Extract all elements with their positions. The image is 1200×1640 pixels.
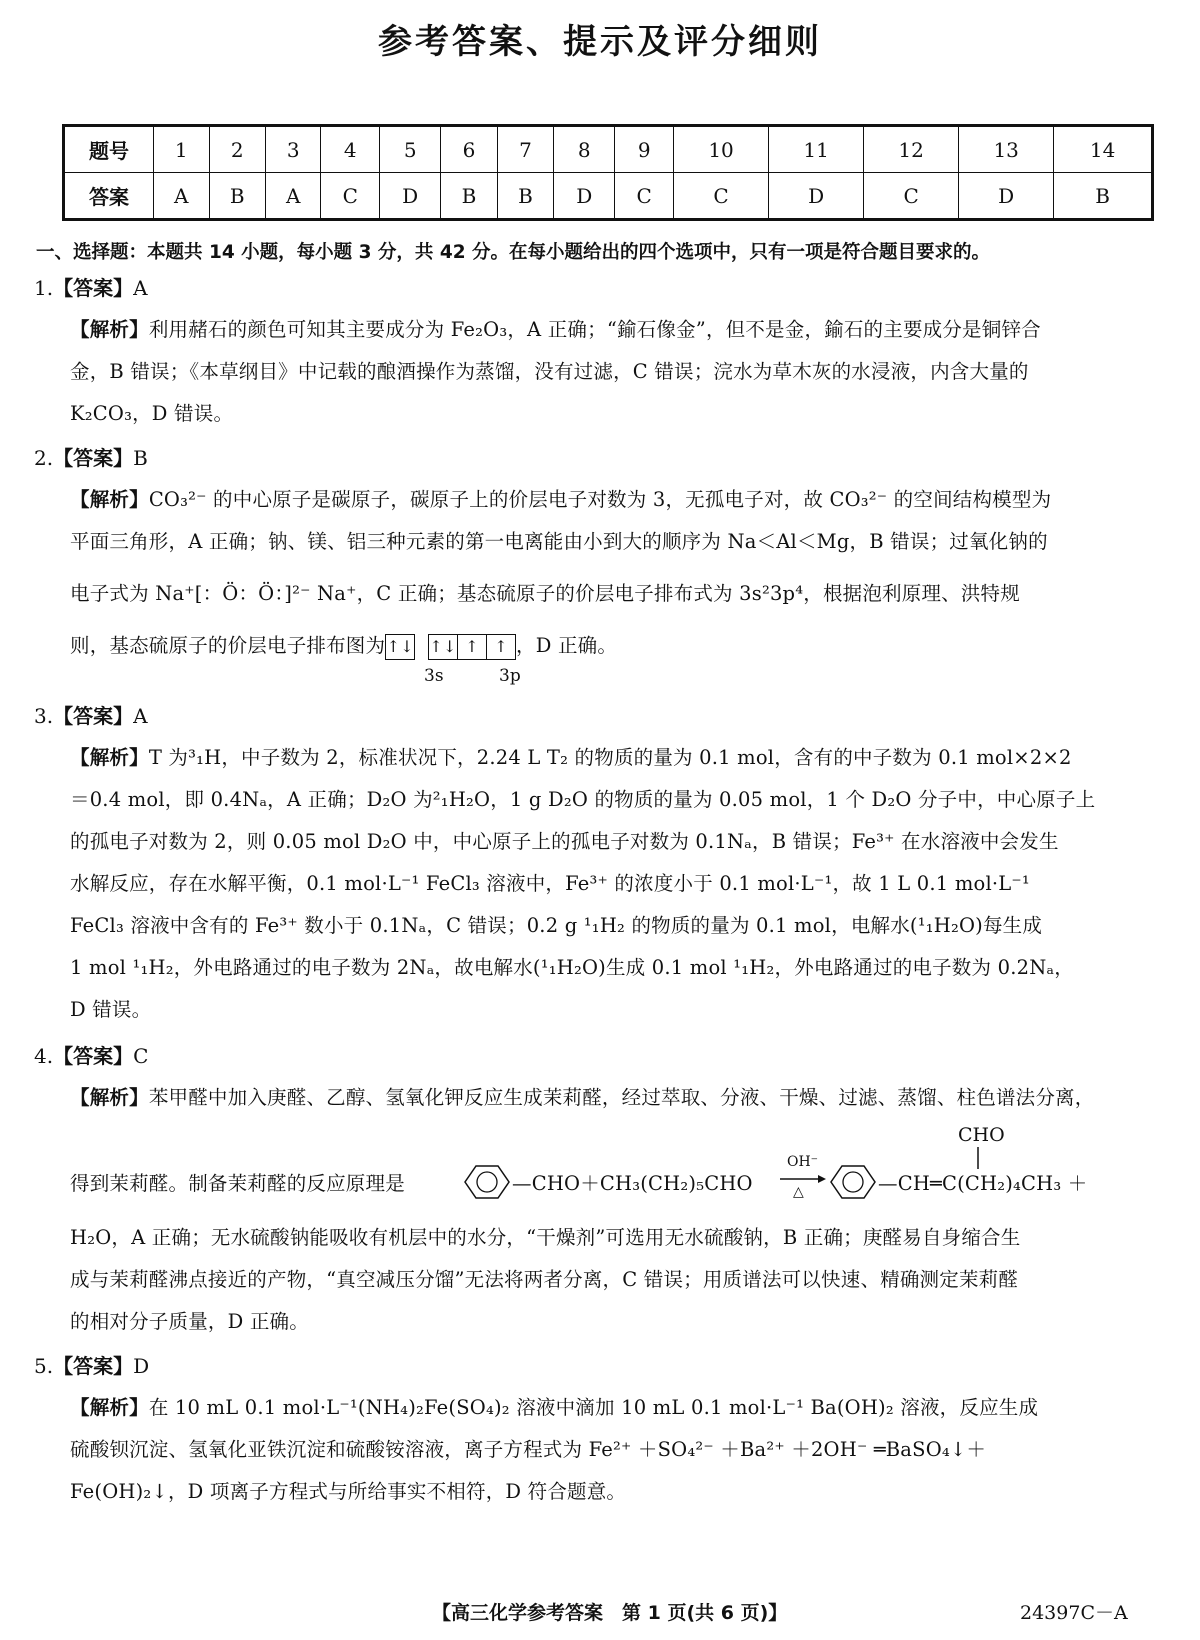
question-3-line-1: [70, 742, 1072, 770]
text-line: 利用赭石的颜色可知其主要成分为 Fe₂O₃，A 正确；“鍮石像金”，但不是金，鍮石的主要成分是铜锌合: [148, 318, 1041, 341]
answer-label: 【答案】: [53, 446, 134, 470]
answer-cell: C: [864, 173, 959, 220]
question-number: 4.: [34, 1044, 54, 1068]
question-3-line-6: 1 mol ¹₁H₂，外电路通过的电子数为 2Nₐ，故电解水(¹₁H₂O)生成 0.1 mol ¹₁H₂，外电路通过的电子数为 0.2Nₐ，: [70, 956, 1074, 979]
question-5-answer: [34, 1350, 149, 1379]
explanation-label: 【解析】: [70, 1086, 149, 1109]
footer-doc-code: 24397C－A: [1020, 1602, 1128, 1624]
orbital-cell: ↑↓: [386, 636, 414, 656]
answer-cell: D: [959, 173, 1054, 220]
answer-cell: C: [674, 173, 769, 220]
question-number-cell: 9: [615, 126, 674, 173]
answer-cell: A: [265, 173, 321, 220]
answer-label: 【答案】: [53, 276, 134, 300]
answer-value: A: [133, 704, 148, 728]
question-number-cell: 4: [321, 126, 380, 173]
orbital-3s-box: [385, 634, 415, 660]
question-1-line-3: K₂CO₃，D 错误。: [70, 402, 234, 425]
answer-value: C: [133, 1044, 149, 1068]
orbital-cell: ↑↓: [429, 636, 457, 656]
footer-page-info: 【高三化学参考答案 第 1 页(共 6 页)】: [432, 1602, 788, 1624]
question-number-row: [64, 126, 1153, 173]
question-number-cell: 11: [769, 126, 864, 173]
question-number-cell: 3: [265, 126, 321, 173]
answer-cell: D: [380, 173, 441, 220]
question-2-answer: [34, 442, 148, 471]
question-number: 1.: [34, 276, 54, 300]
question-number-cell: 1: [154, 126, 210, 173]
answer-label: 【答案】: [53, 1354, 134, 1378]
answer-table: [62, 124, 1154, 221]
benzene-ring-icon: [462, 1162, 512, 1202]
section-heading: 一、选择题：本题共 14 小题，每小题 3 分，共 42 分。在每小题给出的四个选项中，只有一项是符合题目要求的。: [36, 242, 991, 263]
question-3-line-7: D 错误。: [70, 998, 152, 1021]
question-5-line-3: Fe(OH)₂↓，D 项离子方程式与所给事实不相符，D 符合题意。: [70, 1480, 627, 1503]
explanation-label: 【解析】: [70, 318, 149, 341]
text-line: CO₃²⁻ 的中心原子是碳原子，碳原子上的价层电子对数为 3，无孤电子对，故 CO₃²⁻ 的空间结构模型为: [148, 488, 1052, 511]
question-number-cell: 12: [864, 126, 959, 173]
answer-value: A: [133, 276, 148, 300]
row-label-answer: 答案: [64, 173, 154, 220]
question-2-line-3: 电子式为 Na⁺[：Ö：Ö：]²⁻ Na⁺，C 正确；基态硫原子的价层电子排布式为 3s²3p⁴，根据泡利原理、洪特规: [70, 582, 1020, 605]
answer-cell: B: [209, 173, 265, 220]
answer-label: 【答案】: [53, 704, 134, 728]
answer-cell: D: [554, 173, 615, 220]
explanation-label: 【解析】: [70, 488, 149, 511]
question-2-line-4: [70, 630, 617, 660]
answer-cell: C: [321, 173, 380, 220]
question-number-cell: 5: [380, 126, 441, 173]
answer-cell: B: [1054, 173, 1153, 220]
answer-cell: B: [497, 173, 553, 220]
row-label-question: 题号: [64, 126, 154, 173]
question-number-cell: 14: [1054, 126, 1153, 173]
explanation-label: 【解析】: [70, 746, 149, 769]
answer-cell: A: [154, 173, 210, 220]
question-2-line-2: 平面三角形，A 正确；钠、镁、铝三种元素的第一电离能由小到大的顺序为 Na＜Al＜Mg，B 错误；过氧化钠的: [70, 530, 1048, 553]
question-number: 5.: [34, 1354, 54, 1378]
answer-cell: D: [769, 173, 864, 220]
question-1-line-2: 金，B 错误；《本草纲目》中记载的酿酒操作为蒸馏，没有过滤，C 错误；浣水为草木灰的水浸液，内含大量的: [70, 360, 1029, 383]
question-3-answer: [34, 700, 148, 729]
question-2-line-1: [70, 484, 1051, 512]
reaction-condition-heat: △: [793, 1184, 804, 1200]
question-number-cell: 7: [497, 126, 553, 173]
question-3-line-4: 水解反应，存在水解平衡，0.1 mol·L⁻¹ FeCl₃ 溶液中，Fe³⁺ 的浓度小于 0.1 mol·L⁻¹，故 1 L 0.1 mol·L⁻¹: [70, 872, 1030, 895]
reaction-product: —CH═C(CH₂)₄CH₃ ＋: [878, 1172, 1088, 1195]
question-5-line-2: 硫酸钡沉淀、氢氧化亚铁沉淀和硫酸铵溶液，离子方程式为 Fe²⁺ ＋SO₄²⁻ ＋Ba²⁺ ＋2OH⁻ ═BaSO₄↓＋: [70, 1438, 987, 1461]
question-5-line-1: [70, 1392, 1038, 1420]
question-3-line-2: ＝0.4 mol，即 0.4Nₐ，A 正确；D₂O 为²₁H₂O，1 g D₂O 的物质的量为 0.05 mol，1 个 D₂O 分子中，中心原子上: [70, 788, 1096, 811]
question-number-cell: 13: [959, 126, 1054, 173]
reaction-condition-base: OH⁻: [787, 1154, 819, 1170]
question-number-cell: 8: [554, 126, 615, 173]
orbital-label-3p: 3p: [499, 666, 521, 686]
question-number-cell: 6: [441, 126, 497, 173]
question-4-line-1: [70, 1082, 1094, 1110]
question-4-line-5: 的相对分子质量，D 正确。: [70, 1310, 309, 1333]
orbital-cell: ↑: [457, 635, 486, 659]
explanation-label: 【解析】: [70, 1396, 149, 1419]
text-line: ，D 正确。: [516, 634, 618, 657]
answer-label: 【答案】: [53, 1044, 134, 1068]
reaction-reactants: —CHO＋CH₃(CH₂)₅CHO: [512, 1172, 753, 1195]
answer-row: [64, 173, 1153, 220]
question-number-cell: 2: [209, 126, 265, 173]
text-line: 得到茉莉醛。制备茉莉醛的反应原理是: [70, 1172, 405, 1195]
question-3-line-5: FeCl₃ 溶液中含有的 Fe³⁺ 数小于 0.1Nₐ，C 错误；0.2 g ¹₁H₂ 的物质的量为 0.1 mol，电解水(¹₁H₂O)每生成: [70, 914, 1043, 937]
question-4-line-4: 成与茉莉醛沸点接近的产物，“真空减压分馏”无法将两者分离，C 错误；用质谱法可以快速、精确测定茉莉醛: [70, 1268, 1019, 1291]
answer-cell: B: [441, 173, 497, 220]
question-4-line-3: H₂O，A 正确；无水硫酸钠能吸收有机层中的水分，“干燥剂”可选用无水硫酸钠，B 正确；庚醛易自身缩合生: [70, 1226, 1021, 1249]
text-line: 则，基态硫原子的价层电子排布图为: [70, 634, 386, 657]
benzene-ring-icon: [828, 1162, 878, 1202]
question-3-line-3: 的孤电子对数为 2，则 0.05 mol D₂O 中，中心原子上的孤电子对数为 0.1Nₐ，B 错误；Fe³⁺ 在水溶液中会发生: [70, 830, 1059, 853]
question-number: 2.: [34, 446, 54, 470]
text-line: 苯甲醛中加入庚醛、乙醇、氢氧化钾反应生成茉莉醛，经过萃取、分液、干燥、过滤、蒸馏、柱色谱法分离，: [148, 1086, 1095, 1109]
orbital-3p-box: [428, 634, 516, 660]
text-line: 在 10 mL 0.1 mol·L⁻¹(NH₄)₂Fe(SO₄)₂ 溶液中滴加 10 mL 0.1 mol·L⁻¹ Ba(OH)₂ 溶液，反应生成: [148, 1396, 1039, 1419]
page-title: 参考答案、提示及评分细则: [378, 22, 822, 62]
product-cho-label: CHO: [958, 1124, 1005, 1146]
orbital-cell: ↑: [486, 635, 515, 659]
answer-cell: C: [615, 173, 674, 220]
orbital-label-3s: 3s: [424, 666, 444, 686]
question-1-answer: [34, 272, 148, 301]
answer-value: B: [133, 446, 148, 470]
question-number-cell: 10: [674, 126, 769, 173]
question-4-answer: [34, 1040, 148, 1069]
text-line: T 为³₁H，中子数为 2，标准状况下，2.24 L T₂ 的物质的量为 0.1 mol，含有的中子数为 0.1 mol×2×2: [148, 746, 1072, 769]
question-number: 3.: [34, 704, 54, 728]
cho-bond-line: [976, 1147, 980, 1169]
question-1-line-1: [70, 314, 1041, 342]
question-4-line-2: [70, 1168, 405, 1196]
answer-value: D: [133, 1354, 150, 1378]
